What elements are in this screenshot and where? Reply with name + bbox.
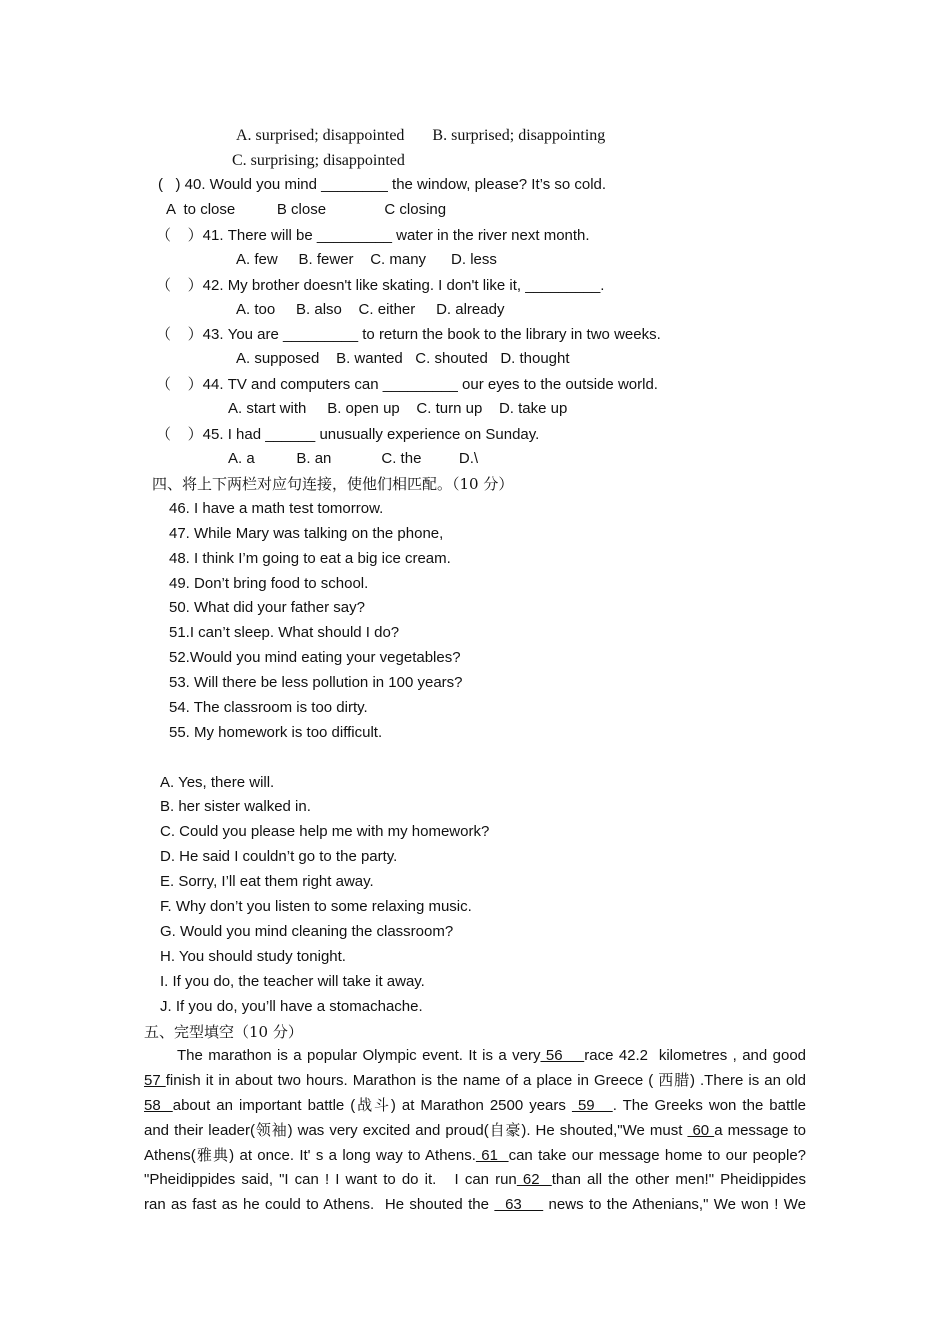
match-answer: D. He said I couldn’t go to the party. [160, 848, 398, 865]
cloze-line [144, 1094, 806, 1119]
q39-options-ab: A. surprised; disappointed B. surprised; disappointing [236, 127, 606, 144]
section4-heading: 四、将上下两栏对应句连接，使他们相匹配。（10 分） [152, 475, 514, 493]
match-question: 49. Don’t bring food to school. [169, 575, 369, 592]
match-question: 47. While Mary was talking on the phone, [169, 525, 444, 542]
cloze-text: . The Greeks won the battle [612, 1096, 806, 1114]
cloze-text: news to the Athenians," We won ! We [543, 1196, 806, 1214]
cloze-text: and their leader(领袖) was very excited and proud(自豪). He shouted,"We must [144, 1121, 688, 1139]
cloze-blank: 56 [540, 1047, 585, 1064]
q42-stem: （ ）42. My brother doesn't like skating. I don't like it, _________. [156, 277, 605, 294]
match-answer: E. Sorry, I’ll eat them right away. [160, 873, 374, 890]
cloze-line [144, 1144, 806, 1169]
q41-stem: （ ）41. There will be _________ water in the river next month. [156, 227, 590, 244]
q42-options: A. too B. also C. either D. already [236, 301, 505, 318]
q43-options: A. supposed B. wanted C. shouted D. thought [236, 350, 570, 367]
cloze-text: finish it in about two hours. Marathon is the name of a place in Greece ( 西腊) .There is an old [165, 1071, 806, 1089]
cloze-text: "Pheidippides said, "I can ! I want to do it. I can run [144, 1171, 517, 1189]
match-question: 50. What did your father say? [169, 599, 365, 616]
cloze-text: a message to [714, 1121, 806, 1139]
q39-option-c: C. surprising; disappointed [232, 152, 405, 169]
cloze-blank: 60 [687, 1121, 715, 1139]
match-question: 54. The classroom is too dirty. [169, 699, 368, 716]
match-answer: H. You should study tonight. [160, 948, 346, 965]
cloze-text: about an important battle (战斗) at Marathon 2500 years [172, 1096, 572, 1114]
cloze-text: The marathon is a popular Olympic event. It is a very [177, 1047, 541, 1064]
match-question: 46. I have a math test tomorrow. [169, 500, 384, 517]
cloze-blank: 59 [571, 1096, 613, 1114]
cloze-blank: 63 [494, 1196, 544, 1214]
match-answer: I. If you do, the teacher will take it away. [160, 973, 425, 990]
q45-options: A. a B. an C. the D.\ [228, 450, 479, 467]
q45-stem: （ ）45. I had ______ unusually experience on Sunday. [156, 426, 540, 443]
cloze-blank: 58 [144, 1096, 173, 1114]
match-answer: A. Yes, there will. [160, 774, 275, 791]
cloze-text: can take our message home to our people? [508, 1146, 806, 1164]
cloze-text: race 42.2 kilometres , and good [584, 1047, 806, 1064]
q44-stem: （ ）44. TV and computers can _________ our eyes to the outside world. [156, 376, 658, 393]
q44-options: A. start with B. open up C. turn up D. take up [228, 400, 568, 417]
match-question: 55. My homework is too difficult. [169, 724, 383, 741]
cloze-blank: 57 [144, 1071, 166, 1089]
q40-stem: ( ) 40. Would you mind ________ the window, please? It’s so cold. [158, 176, 607, 193]
cloze-line [144, 1168, 806, 1193]
match-question: 53. Will there be less pollution in 100 years? [169, 674, 463, 691]
match-question: 52.Would you mind eating your vegetables? [169, 649, 461, 666]
match-answer: C. Could you please help me with my homework? [160, 823, 490, 840]
q43-stem: （ ）43. You are _________ to return the book to the library in two weeks. [156, 326, 661, 343]
cloze-line [144, 1119, 806, 1144]
cloze-blank: 61 [475, 1146, 509, 1164]
cloze-line [144, 1193, 806, 1218]
match-question: 48. I think I’m going to eat a big ice cream. [169, 550, 451, 567]
match-answer: F. Why don’t you listen to some relaxing music. [160, 898, 472, 915]
cloze-text: Athens(雅典) at once. It' s a long way to Athens. [144, 1146, 476, 1164]
cloze-line [144, 1044, 806, 1069]
q40-options: A to close B close C closing [166, 201, 447, 218]
match-answer: G. Would you mind cleaning the classroom? [160, 923, 454, 940]
cloze-text: ran as fast as he could to Athens. He shouted the [144, 1196, 495, 1214]
section5-heading: 五、完型填空（10 分） [144, 1023, 303, 1041]
cloze-blank: 62 [516, 1171, 552, 1189]
cloze-passage [144, 1044, 806, 1218]
match-answer: J. If you do, you’ll have a stomachache. [160, 998, 423, 1015]
match-question: 51.I can’t sleep. What should I do? [169, 624, 400, 641]
match-answer: B. her sister walked in. [160, 798, 311, 815]
cloze-text: than all the other men!" Pheidippides [551, 1171, 806, 1189]
cloze-line [144, 1069, 806, 1094]
q41-options: A. few B. fewer C. many D. less [236, 251, 497, 268]
